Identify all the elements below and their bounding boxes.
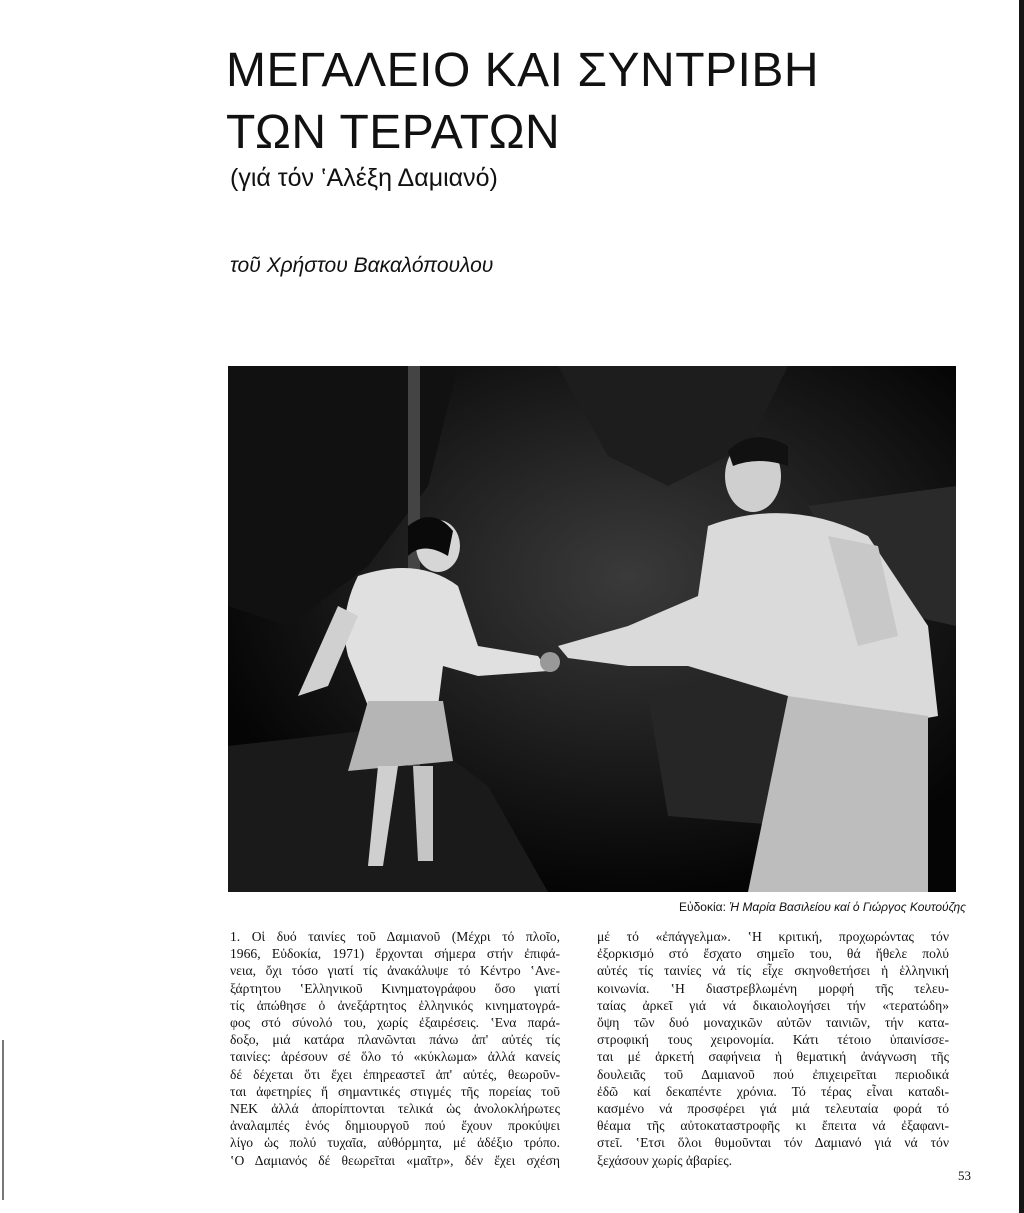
paragraph-line: δουλειᾶς τοῦ Δαμιανοῦ πού ἐπιχειρεῖται περιοδικά: [597, 1066, 949, 1082]
paragraph-line: ξάρτητου ‛Ελληνικοῦ Κινηματογράφου ὅσο γιατί: [230, 980, 560, 996]
paragraph-line: τίς ἀπώθησε ὁ ἀνεξάρτητος ἑλληνικός κινηματογρά-: [230, 997, 560, 1013]
paragraph-line: κοινωνία. ‛Η διαστρεβλωμένη μορφή τῆς τελευ-: [597, 980, 949, 996]
body-column-left: [230, 928, 560, 1169]
photo-caption: [596, 900, 966, 914]
paragraph-line: κασμένο νά προσφέρει γιά μιά τελευταία φορά τό: [597, 1101, 949, 1117]
article-title: [226, 40, 946, 164]
paragraph-line: αὐτές τίς ταινίες νά τίς εἶχε σκηνοθετήσει ἡ ἑλληνική: [597, 963, 949, 979]
paragraph-line: φος στό σύνολό του, χωρίς ἐξαιρέσεις. ‛Ενα παρά-: [230, 1015, 560, 1031]
paragraph-line: νεια, ὄχι τόσο γιατί τίς ἀνακάλυψε τό Κέντρο ‛Ανε-: [230, 963, 560, 979]
paragraph-line: μέ τό «ἐπάγγελμα». ‛Η κριτική, προχωρώντας τόν: [597, 929, 949, 944]
paragraph-line: ἐδῶ καί δεκαπέντε χρόνια. Τό τέρας εἶναι καταδι-: [597, 1083, 949, 1099]
paragraph-line: ταινίες: ἀρέσουν σέ ὅλο τό «κύκλωμα» ἀλλά κανείς: [230, 1049, 560, 1065]
paragraph-line: θέαμα τῆς αὐτοκαταστροφῆς κι ἔπειτα νά ἐξαφανι-: [597, 1118, 949, 1134]
article-author: τοῦ Χρήστου Βακαλόπουλου: [230, 254, 494, 277]
paragraph-line: ται ἀφετηρίες ἤ σημαντικές στιγμές τῆς πορείας τοῦ: [230, 1083, 560, 1099]
title-line-2: ΤΩΝ ΤΕΡΑΤΩΝ: [226, 106, 561, 159]
paragraph-line: δοξο, μιά κατάρα πλανῶνται πάνω ἀπ' αὐτές τίς: [230, 1032, 560, 1048]
page-number: 53: [958, 1168, 971, 1183]
paragraph-line: δέ δέχεται ὅτι ἔχει ἐπηρεαστεῖ ἀπ' αὐτές, θεωροῦν-: [230, 1066, 560, 1082]
paragraph-line: ὄψη τῶν δυό μοναχικῶν αὐτῶν ταινιῶν, τήν κατα-: [597, 1015, 949, 1031]
film-still-illustration: [228, 366, 956, 892]
paragraph-line: στεῖ. ‛Ετσι ὅλοι θυμοῦνται τόν Δαμιανό γιά νά τόν: [597, 1135, 949, 1151]
paragraph-line: ται μέ ἀρκετή σαφήνεια ἡ θεματική ἀνάγνωση τῆς: [597, 1049, 949, 1065]
paragraph-line: ἐξορκισμό στό ἔσχατο σημεῖο του, θά ἤθελε πολύ: [597, 946, 949, 962]
paragraph-line: ξεχάσουν χωρίς ἀβαρίες.: [597, 1152, 733, 1168]
paragraph-line: 1. Οἱ δυό ταινίες τοῦ Δαμιανοῦ (Μέχρι τό πλοῖο,: [230, 929, 560, 944]
title-line-1: ΜΕΓΑΛΕΙΟ ΚΑΙ ΣΥΝΤΡΙΒΗ: [226, 44, 820, 97]
paragraph-line: ἀναλαμπές ἑνός δημιουργοῦ πού ἔχουν προκύψει: [230, 1118, 560, 1134]
paragraph-line: 1966, Εὐδοκία, 1971) ἔρχονται σήμερα στήν ἐπιφά-: [230, 946, 560, 962]
paragraph-line: ‛Ο Δαμιανός δέ θεωρεῖται «μαῖτρ», δέν ἔχει σχέση: [230, 1152, 560, 1168]
caption-film-title: Εὐδοκία:: [679, 900, 726, 914]
scan-edge-left: [2, 1040, 4, 1200]
article-subtitle: (γιά τόν ‛Αλέξη Δαμιανό): [230, 164, 498, 192]
paragraph-line: λίγο ὡς πολύ τυχαῖα, αὐθόρμητα, μέ ἀδέξιο τρόπο.: [230, 1135, 560, 1151]
paragraph-line: ΝΕΚ ἀλλά ἀπορίπτονται τελικά ὡς ἀνολοκλήρωτες: [230, 1101, 560, 1117]
caption-actors: Ἡ Μαρία Βασιλείου καί ὁ Γιώργος Κουτούζης: [729, 900, 966, 914]
film-still-photo: [228, 366, 956, 892]
scan-edge: [1019, 0, 1024, 1213]
paragraph-line: ταίας ἀρκεῖ γιά νά δικαιολογήσει τήν «τερατώδη»: [597, 997, 949, 1013]
paragraph-line: στροφική τους χειρονομία. Κάτι τέτοιο ὑπαινίσσε-: [597, 1032, 949, 1048]
body-column-right: [597, 928, 949, 1169]
